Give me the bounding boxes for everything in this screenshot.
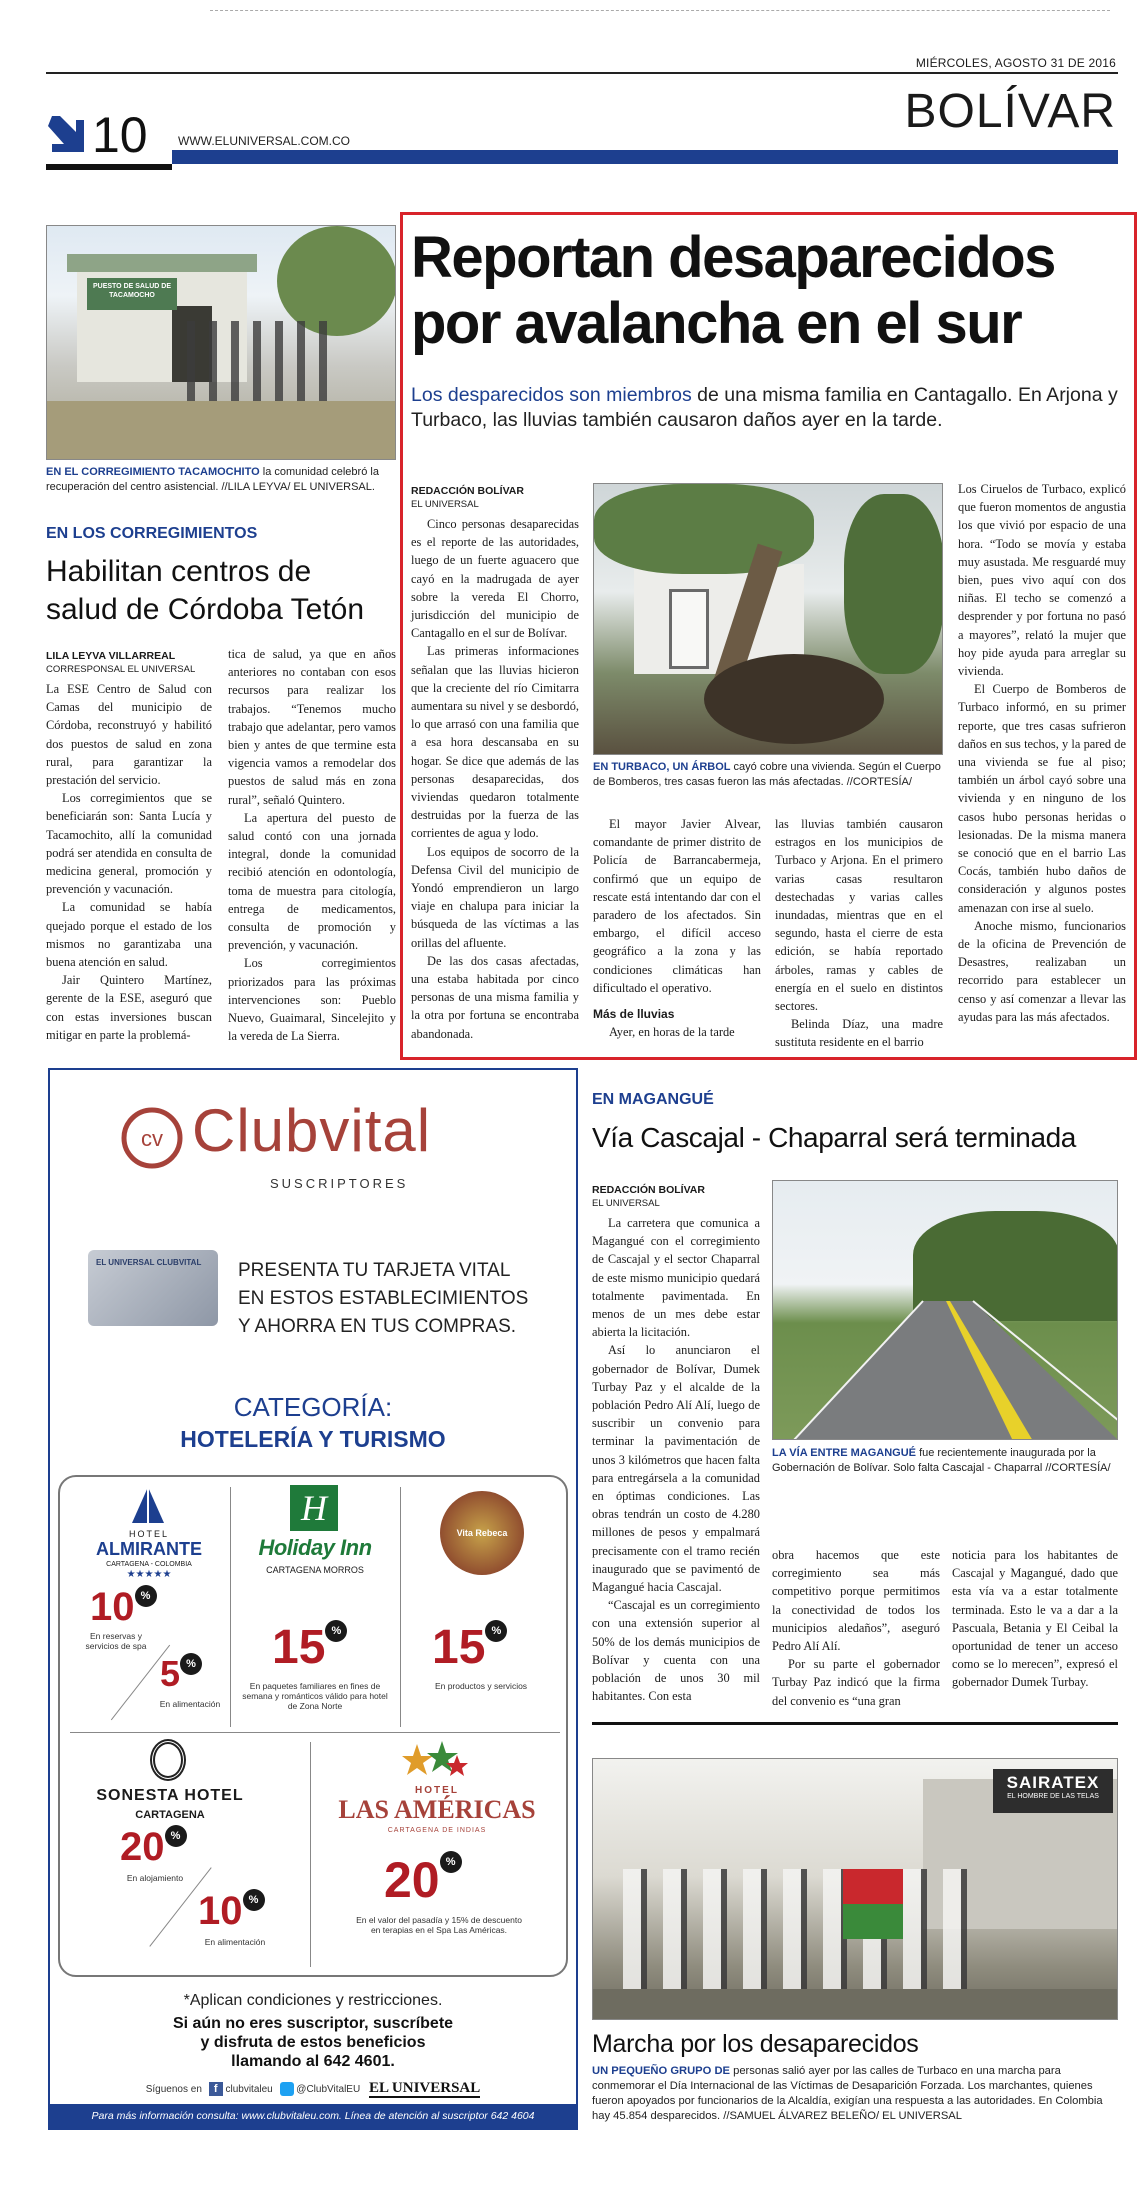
ad-conditions: *Aplican condiciones y restricciones. xyxy=(183,1992,443,2009)
paragraph: Los Ciruelos de Turbaco, explicó que fueron momentos de angustia los que vivió por espacio de una hora. “Todo se movía y estaba muy asustada. Me resguardé muy bien, pues vivo aquí con dos niñas. El techo se comenzó a desprender y por fortuna no pasó a mayores”, relató la mujer que hoy pide ayuda para arreglar su vivienda. xyxy=(958,482,1126,679)
cta-line: llamando al 642 4601. xyxy=(231,2053,395,2070)
road-photo xyxy=(772,1180,1118,1440)
hotel-name: Holiday Inn xyxy=(258,1535,372,1560)
pct-badge: % xyxy=(135,1585,157,1607)
top-rule xyxy=(210,10,1110,11)
holiday-inn-logo-icon: H xyxy=(290,1485,338,1531)
store-sign-sub: EL HOMBRE DE LAS TELAS xyxy=(1007,1793,1099,1800)
paragraph: El mayor Javier Alvear, comandante de primer distrito de Policía de Barrancabermeja, confirmó que un equipo de rescate está intentando dar con el paradero de los afectados. Sin embargo, el difícil acceso geográfico a la zona y las condiciones climáticas han dificultado el operativo. xyxy=(593,817,761,995)
march-photo xyxy=(592,1758,1118,2020)
main-byline xyxy=(411,485,524,517)
road-svg xyxy=(773,1181,1118,1440)
hotel-grid xyxy=(58,1475,568,1977)
building-sign: PUESTO DE SALUD DE TACAMOCHO xyxy=(87,278,177,310)
hotel-name: LAS AMÉRICAS xyxy=(338,1795,536,1824)
caption-bold: LA VÍA ENTRE MAGANGUÉ xyxy=(772,1447,917,1459)
grid-divider xyxy=(310,1742,311,1967)
discount-primary xyxy=(90,1585,157,1630)
road-headline: Vía Cascajal - Chaparral será terminada xyxy=(592,1122,1076,1153)
discount-note: En alimentación xyxy=(204,1937,266,1947)
paragraph: Anoche mismo, funcionarios de la oficina de Prevención de Desastres, realizaban un recorrido para establecer un censo y así comenzar a llevar las ayudas para las más afectados. xyxy=(958,918,1126,1024)
hotel-las-americas[interactable] xyxy=(314,1739,560,1969)
hotel-city: CARTAGENA xyxy=(135,1809,205,1821)
caption-text: personas salió ayer por las calles de Turbaco en una marcha para conmemorar el Día Internacional de las Víctimas de Desaparición Forzada. Los marchantes, quienes fueron apoyados por funcionarios de la Alcaldía, exigían una respuesta a las autoridades. En Colombia hay 45.854 desparecidos. //SAMUEL ÁLVAREZ BELEÑO/ EL UNIVERSAL xyxy=(592,2065,1103,2122)
building-roof xyxy=(67,254,257,272)
grid-divider xyxy=(230,1487,231,1727)
store-sign xyxy=(993,1769,1113,1813)
road-col-2 xyxy=(772,1546,940,1710)
discount-primary xyxy=(272,1620,347,1675)
pct-badge: % xyxy=(180,1653,202,1675)
header-black-bar xyxy=(46,164,172,170)
twitter-handle[interactable]: @ClubVitalEU xyxy=(296,2084,361,2095)
hotel-city: CARTAGENA - COLOMBIA xyxy=(106,1561,192,1568)
category-label: CATEGORÍA: xyxy=(233,1392,393,1422)
ad-footer: Para más información consulta: www.clubvitaleu.com. Línea de atención al suscriptor 642 4604 xyxy=(50,2104,576,2128)
paragraph: Los corregimientos que se beneficiarán son: Santa Lucía y Tacamochito, allí la comunidad podrá ser atendida en consulta de medicina general, promoción y prevención y vacunación. xyxy=(46,791,212,897)
svg-text:cv: cv xyxy=(141,1126,163,1151)
left-headline: Habilitan centros de salud de Córdoba Tetón xyxy=(46,555,365,626)
hotel-holiday-inn[interactable] xyxy=(232,1485,398,1725)
main-col-3 xyxy=(775,815,943,1052)
paragraph: Belinda Díaz, una madre sustituta residente en el barrio xyxy=(775,1017,943,1050)
discount-note: En productos y servicios xyxy=(434,1681,528,1691)
member-card xyxy=(88,1250,218,1326)
ad-promo xyxy=(238,1257,528,1341)
promo-line: EN ESTOS ESTABLECIMIENTOS xyxy=(238,1288,529,1309)
paragraph: La apertura del puesto de salud contó con una jornada integral, donde la comunidad recibió atención en odontología, toma de muestra para citología, entrega de medicamentos, consulta de promoción y prevención, y vacunación. xyxy=(228,810,396,953)
section-title: BOLÍVAR xyxy=(904,85,1116,138)
pct-badge: % xyxy=(165,1825,187,1847)
caption-bold: UN PEQUEÑO GRUPO DE xyxy=(592,2065,730,2077)
hotel-vita-rebeca[interactable] xyxy=(402,1485,560,1725)
paragraph: La comunidad se había quejado porque el estado de los mismos no garantizaba una buena atención en salud. xyxy=(46,900,212,970)
caption-text: cayó cobre una vivienda. Según el Cuerpo de Bomberos, tres casas fueron las más afectadas. //CORTESÍA/ xyxy=(593,761,941,788)
road-col-1 xyxy=(592,1214,760,1705)
discount-primary xyxy=(120,1825,187,1870)
newspaper-logo: EL UNIVERSAL xyxy=(368,2080,481,2096)
facebook-handle[interactable]: clubvitaleu xyxy=(225,2084,273,2095)
byline-name: REDACCIÓN BOLÍVAR xyxy=(592,1184,705,1196)
deck-highlight: Los desparecidos son miembros xyxy=(411,384,692,406)
paragraph: Jair Quintero Martínez, gerente de la ESE, aseguró que con estas inversiones buscan mitigar en parte la problemá- xyxy=(46,973,212,1042)
discount-note: En el valor del pasadía y 15% de descuento en terapias en el Spa Las Américas. xyxy=(356,1915,522,1935)
hotel-city: CARTAGENA DE INDIAS xyxy=(387,1827,487,1834)
main-headline: Reportan desaparecidos por avalancha en el sur xyxy=(411,225,1055,356)
clubvital-brand: Clubvital xyxy=(192,1097,432,1164)
cta-line: Si aún no eres suscriptor, suscríbete xyxy=(172,2015,454,2032)
health-center-photo xyxy=(46,225,396,460)
sonesta-logo-icon xyxy=(150,1739,186,1781)
grid-divider xyxy=(70,1732,560,1733)
people xyxy=(187,321,337,401)
card-text: EL UNIVERSAL CLUBVITAL xyxy=(96,1258,202,1267)
follow-label: Síguenos en xyxy=(145,2084,202,2095)
pct-value: 10 xyxy=(198,1889,243,1933)
tree-photo-caption xyxy=(593,760,943,790)
discount-primary xyxy=(432,1620,507,1675)
store-sign-text: SAIRATEX xyxy=(1006,1773,1100,1792)
discount-note: En alojamiento xyxy=(126,1873,184,1883)
almirante-logo-icon xyxy=(128,1485,168,1525)
promo-line: Y AHORRA EN TUS COMPRAS. xyxy=(238,1316,517,1337)
paragraph: Por su parte el gobernador Turbay Paz indicó que la firma del convenio es “una gran xyxy=(772,1657,940,1708)
paragraph: La carretera que comunica a Magangué con el corregimiento de Cascajal y el sector Chaparral de este mismo municipio quedará totalmente pavimentada. En menos de un mes debe estar abierta la licitación. xyxy=(592,1216,760,1340)
paragraph: Cinco personas desaparecidas es el reporte de las autoridades, luego de un fuerte aguacero que cayó en la madrugada de ayer sobre la vereda El Chorro, jurisdicción del municipio de Cantagallo en el sur de Bolívar. xyxy=(411,517,579,641)
main-col-4 xyxy=(958,480,1126,1026)
paragraph: Las primeras informaciones señalan que las lluvias hicieron que la creciente del río Cimitarra aumentara su nivel y se desbordó, lo que arrasó con una familia que a esa hora descansaba en su hogar. Se dice que además de las personas desaparecidas, dos viviendas quedaron totalmente destruidas por la fuerza de las corrientes de agua y lodo. xyxy=(411,644,579,841)
arrow-icon xyxy=(48,112,88,156)
pct-value: 15 xyxy=(432,1621,486,1674)
paragraph: “Cascajal es un corregimiento con una extensión superior al 50% de los demás municipios de Bolívar y cuenta con una población de unos 30 mil habitantes. Con esta xyxy=(592,1598,760,1704)
main-story-box xyxy=(400,212,1137,1060)
discount-note: En paquetes familiares en fines de semana y románticos válido para hotel de Zona Norte xyxy=(242,1681,388,1711)
root-mass xyxy=(704,654,884,744)
clubvital-logo xyxy=(120,1097,520,1191)
hotel-city: CARTAGENA MORROS xyxy=(266,1565,364,1575)
hotel-name-top: HOTEL xyxy=(128,1529,169,1539)
left-byline xyxy=(46,650,195,682)
left-kicker: EN LOS CORREGIMIENTOS xyxy=(46,525,258,542)
health-photo-caption xyxy=(46,465,396,495)
header-rule xyxy=(46,72,1118,74)
header-blue-bar xyxy=(172,150,1118,164)
facebook-icon[interactable]: f xyxy=(209,2082,223,2096)
pct-badge: % xyxy=(243,1889,265,1911)
left-col-1 xyxy=(46,680,212,1044)
ad-cta xyxy=(50,2014,576,2071)
pct-value: 5 xyxy=(160,1653,181,1694)
byline-org: EL UNIVERSAL xyxy=(411,499,479,510)
pct-badge: % xyxy=(325,1620,347,1642)
road-story xyxy=(592,1088,1118,1713)
paragraph: La ESE Centro de Salud con Camas del municipio de Córdoba, reconstruyó y habilitó dos puestos de salud en zona rural, para garantizar la prestación del servicio. xyxy=(46,682,212,788)
category-name: HOTELERÍA Y TURISMO xyxy=(180,1426,446,1452)
byline-org: CORRESPONSAL EL UNIVERSAL xyxy=(46,664,196,675)
tree-house-photo xyxy=(593,483,943,755)
discount-secondary xyxy=(160,1653,202,1695)
clubvital-ad[interactable] xyxy=(48,1068,578,2130)
hotel-sonesta[interactable] xyxy=(70,1739,308,1969)
twitter-icon[interactable] xyxy=(280,2082,294,2096)
road-kicker: EN MAGANGUÉ xyxy=(592,1091,714,1108)
subhead: Más de lluvias xyxy=(593,1007,675,1022)
pct-badge: % xyxy=(440,1851,462,1873)
page-number: 10 xyxy=(92,107,148,163)
paragraph: Así lo anunciaron el gobernador de Bolívar, Dumek Turbay Paz y el alcalde de la población Pedro Alí Alí, luego de suscribir un convenio para terminar la pavimentación de unos 3 kilómetros que hacen falta para entregársela a la comunidad en óptimas condiciones. Las obras tendrán un costo de 4.280 millones de pesos y empalmará precisamente con el tramo recién inaugurado que se pavimentó de Magangué hacia Cascajal. xyxy=(592,1343,760,1595)
hotel-name: SONESTA HOTEL xyxy=(96,1787,244,1804)
website-link[interactable]: WWW.ELUNIVERSAL.COM.CO xyxy=(178,134,351,148)
paragraph: Los equipos de socorro de la Defensa Civil del municipio de Yondó emprendieron un largo viaje en chalupa para iniciar la búsqueda de las víctimas a las orillas del afluente. xyxy=(411,844,579,950)
caption-bold: EN TURBACO, UN ÁRBOL xyxy=(593,761,731,773)
paragraph: Ayer, en horas de la tarde xyxy=(609,1025,735,1040)
march-caption xyxy=(592,2064,1118,2124)
march-story xyxy=(592,1758,1118,2138)
discount-note: En alimentación xyxy=(159,1699,221,1709)
pct-value: 10 xyxy=(90,1585,135,1629)
byline-org: EL UNIVERSAL xyxy=(592,1198,660,1209)
caption-bold: EN EL CORREGIMIENTO TACAMOCHITO xyxy=(46,466,260,478)
header-date: MIÉRCOLES, AGOSTO 31 DE 2016 xyxy=(915,56,1116,70)
pct-value: 20 xyxy=(384,1852,440,1908)
paragraph: las lluvias también causaron estragos en los municipios de Turbaco y Arjona. En el primero varias casas resultaron destechadas y varias calles inundadas, mientras que en el segundo, hasta el cierre de esta edición, se había reportado árboles, ramas y cables de energía en el suelo en distintos sectores. xyxy=(775,817,943,1014)
street xyxy=(593,1989,1118,2020)
cta-line: y disfruta de estos beneficios xyxy=(200,2034,426,2051)
main-col-2 xyxy=(593,815,761,1041)
road-col-3 xyxy=(952,1546,1118,1692)
ad-social xyxy=(50,2080,576,2097)
caption-text: la comunidad celebró la recuperación del centro asistencial. //LILA LEYVA/ EL UNIVERSAL. xyxy=(46,466,379,493)
main-col-1 xyxy=(411,515,579,1043)
clubvital-sub: SUSCRIPTORES xyxy=(270,1176,409,1191)
byline-name: REDACCIÓN BOLÍVAR xyxy=(411,485,524,497)
page-header xyxy=(0,0,1142,175)
pct-value: 15 xyxy=(272,1621,326,1674)
hotel-stars: ★★★★★ xyxy=(126,1569,172,1580)
left-story xyxy=(46,225,396,1055)
tree-canopy xyxy=(594,484,814,574)
promo-line: PRESENTA TU TARJETA VITAL xyxy=(238,1260,511,1281)
grid-divider xyxy=(400,1487,401,1727)
march-headline: Marcha por los desaparecidos xyxy=(592,2030,919,2058)
main-deck xyxy=(411,383,1131,433)
paragraph: tica de salud, ya que en años anteriores no contaban con esos recursos para realizar los trabajos. “Tenemos mucho trabajo que adelantar, pero vamos bien y antes de que termine esta vigencia vamos a remodelar dos puestos de salud más en zona rural”, señaló Quintero. xyxy=(228,647,396,807)
pct-badge: % xyxy=(485,1620,507,1642)
road-byline xyxy=(592,1184,705,1216)
paragraph: noticia para los habitantes de Cascajal y Magangué, dado que esta vía va a estar totalmente terminada. Esto le va a dar a la Pascuala, Betania y El Ceibal la oportunidad de tener un acceso como se lo merecen”, expresó el gobernador Dumek Turbay. xyxy=(952,1548,1118,1690)
pct-value: 20 xyxy=(120,1825,165,1869)
road-photo-caption xyxy=(772,1446,1118,1476)
byline-name: LILA LEYVA VILLARREAL xyxy=(46,650,176,662)
paragraph: Los corregimientos priorizados para las próximas intervenciones son: Pueblo Nuevo, Guaimaral, Sincelejito y la vereda de La Sierra. xyxy=(228,956,396,1044)
house-door xyxy=(669,589,709,669)
las-americas-logo-icon xyxy=(402,1739,472,1789)
paragraph: El Cuerpo de Bomberos de Turbaco informó, en su primer reporte, que tres casas sufrieron daños en sus techos, y la pared de una vivienda se fue al piso; también un árbol cayó sobre una vivienda y en ninguno de los casos hubo personas heridas o lesionadas. De la misma manera se conoció que en el barrio Las Cocás, también hubo daños de consideración y algunos postes amenazan con irse al suelo. xyxy=(958,682,1126,915)
hotel-name: ALMIRANTE xyxy=(96,1539,202,1559)
vita-rebeca-logo-icon: Vita Rebeca xyxy=(440,1491,524,1575)
flag xyxy=(843,1869,903,1939)
clubvital-logo-icon xyxy=(120,1106,184,1170)
tree xyxy=(277,226,396,336)
paragraph: De las dos casas afectadas, una estaba habitada por cinco personas de una misma familia y la otra por fortuna se encontraba abandonada. xyxy=(411,953,579,1041)
discount-secondary xyxy=(198,1889,265,1934)
hotel-name-top: HOTEL xyxy=(415,1785,459,1796)
deck-text: de una misma familia en Cantagallo. En Arjona y Turbaco, las lluvias también causaron daños ayer en la tarde. xyxy=(411,384,1118,431)
caption-text: fue recientemente inaugurada por la Gobernación de Bolívar. Solo falta Cascajal - Chaparral //CORTESÍA/ xyxy=(772,1447,1111,1474)
discount-note: En reservas y servicios de spa xyxy=(85,1631,147,1651)
ground xyxy=(47,401,396,460)
discount-primary xyxy=(384,1851,462,1909)
hotel-almirante[interactable] xyxy=(70,1485,228,1725)
tree-canopy-right xyxy=(844,494,943,674)
paragraph: obra hacemos que este corregimiento sea más competitivo porque permitimos la conectividad de todos los municipios aledaños”, aseguró Pedro Alí Alí. xyxy=(772,1548,940,1654)
left-col-2 xyxy=(228,645,396,1045)
section-divider xyxy=(592,1722,1118,1725)
